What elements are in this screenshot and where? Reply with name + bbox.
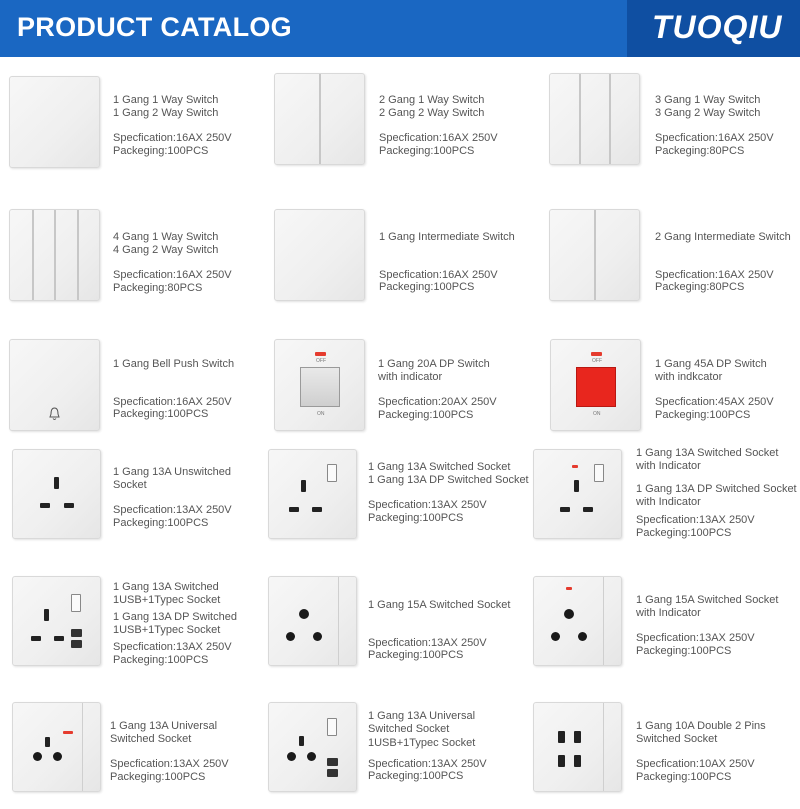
product-packing: Packeging:80PCS <box>655 281 745 293</box>
neutral-pin-hole <box>312 507 322 512</box>
product-spec: Specfication:20AX 250V <box>378 396 497 408</box>
product-packing: Packeging:100PCS <box>368 511 464 524</box>
product-image-13a-universal-socket <box>12 702 101 792</box>
product-spec: Specfication:13AX 250V <box>368 636 487 649</box>
live-pin-hole <box>289 507 299 512</box>
indicator-led <box>63 731 73 734</box>
product-image-13a-switched-usb-socket <box>12 576 101 666</box>
product-image-13a-unswitched-socket <box>12 449 101 539</box>
neutral-pin-hole <box>54 636 64 641</box>
product-packing: Packeging:100PCS <box>368 770 464 782</box>
universal-hole-right <box>53 752 62 761</box>
product-packing: Packeging:100PCS <box>113 653 209 666</box>
product-spec: Specfication:16AX 250V <box>655 268 774 281</box>
live-pin-hole <box>31 636 41 641</box>
product-spec: Specfication:10AX 250V <box>636 758 755 770</box>
on-label: ON <box>317 411 325 417</box>
rocker-divider <box>579 74 581 164</box>
product-name: 4 Gang 2 Way Switch <box>113 243 219 256</box>
product-packing: Packeging:80PCS <box>113 281 203 294</box>
product-info <box>636 447 797 539</box>
rocker-divider <box>609 74 611 164</box>
product-packing: Packeging:100PCS <box>636 770 732 783</box>
live-pin-hole <box>40 503 50 508</box>
product-spec: Specfication:16AX 250V <box>113 395 232 408</box>
product-info <box>113 581 237 666</box>
product-spec: Specfication:13AX 250V <box>636 514 755 526</box>
earth-pin-hole <box>301 480 306 492</box>
neutral-pin-hole <box>64 503 74 508</box>
product-info <box>368 461 529 524</box>
rocker-divider <box>77 210 79 300</box>
usb-c-port <box>71 640 82 648</box>
product-name: 1 Gang 45A DP Switch <box>655 358 767 370</box>
product-name: Switched Socket <box>636 732 718 745</box>
product-spec: Specfication:45AX 250V <box>655 396 774 408</box>
product-image-45a-dp-switch <box>550 339 641 431</box>
product-name: Switched Socket <box>110 732 192 745</box>
product-name: 1 Gang 13A Switched <box>113 581 219 593</box>
product-image-bell-push-switch <box>9 339 100 431</box>
on-label: ON <box>593 411 601 417</box>
product-image-2-gang-switch <box>274 73 365 165</box>
product-name: 1USB+1Typec Socket <box>113 623 221 636</box>
product-info <box>113 94 232 157</box>
product-spec: Specfication:16AX 250V <box>655 132 774 144</box>
product-packing: Packeging:100PCS <box>636 644 732 657</box>
live-pin-hole <box>286 632 295 641</box>
product-spec: Specfication:13AX 250V <box>636 632 755 644</box>
product-name: Socket <box>113 478 147 491</box>
product-name: with indkcator <box>655 370 723 383</box>
switch-strip <box>82 703 100 791</box>
earth-pin-hole <box>299 736 304 746</box>
product-image-13a-switched-socket-indicator <box>533 449 622 539</box>
product-name: 1 Gang 2 Way Switch <box>113 106 219 119</box>
product-info <box>113 358 234 421</box>
product-name: 1 Gang 1 Way Switch <box>113 94 219 106</box>
product-name: with Indicator <box>636 459 701 472</box>
product-packing: Packeging:100PCS <box>113 408 209 420</box>
product-info <box>379 231 515 294</box>
product-info <box>110 720 229 783</box>
socket-switch <box>71 594 81 612</box>
live-pin-hole <box>560 507 570 512</box>
indicator-led <box>315 352 326 356</box>
product-packing: Packeging:100PCS <box>379 144 475 157</box>
product-name: 3 Gang 2 Way Switch <box>655 106 761 119</box>
product-image-4-gang-switch <box>9 209 100 301</box>
product-name: 1USB+1Typec Socket <box>368 737 476 749</box>
product-packing: Packeging:100PCS <box>379 281 475 293</box>
off-label: OFF <box>592 358 602 364</box>
product-spec: Specfication:16AX 250V <box>113 269 232 281</box>
product-packing: Packeging:100PCS <box>110 770 206 783</box>
socket-switch <box>594 464 604 482</box>
usb-c-port <box>327 769 338 777</box>
switch-strip <box>338 577 356 665</box>
product-spec: Specfication:13AX 250V <box>113 504 232 516</box>
universal-hole-left <box>33 752 42 761</box>
product-name: 1 Gang Bell Push Switch <box>113 358 235 370</box>
product-info <box>655 358 774 421</box>
product-info <box>655 94 774 157</box>
product-info <box>636 720 766 783</box>
product-packing: Packeging:100PCS <box>113 516 209 529</box>
product-packing: Packeging:100PCS <box>113 144 209 157</box>
product-image-20a-dp-switch <box>274 339 365 431</box>
neutral-pin-hole <box>313 632 322 641</box>
product-info <box>379 94 498 157</box>
product-spec: Specfication:16AX 250V <box>379 268 498 281</box>
product-name: 1 Gang 13A Unswitched <box>113 466 232 478</box>
earth-pin-hole <box>45 737 50 747</box>
bell-icon <box>48 407 61 422</box>
socket-switch <box>327 464 337 482</box>
product-info <box>636 594 778 657</box>
product-name: 1 Gang 13A Universal <box>110 720 218 732</box>
red-rocker-button <box>576 367 616 407</box>
product-image-13a-universal-usb-socket <box>268 702 357 792</box>
pin-hole <box>574 755 581 767</box>
product-name: Switched Socket <box>368 722 450 735</box>
product-packing: Packeging:100PCS <box>636 526 732 539</box>
product-spec: Specfication:13AX 250V <box>113 641 232 653</box>
product-image-13a-switched-socket <box>268 449 357 539</box>
product-image-1-gang-switch <box>9 76 100 168</box>
product-image-3-gang-switch <box>549 73 640 165</box>
socket-switch <box>327 718 337 736</box>
switch-strip <box>603 577 621 665</box>
product-image-1-gang-intermediate-switch <box>274 209 365 301</box>
brand-logo: TUOQIU <box>652 9 783 45</box>
product-name: 1 Gang 20A DP Switch <box>378 358 490 370</box>
earth-pin-hole <box>299 609 309 619</box>
product-spec: Specfication:16AX 250V <box>113 132 232 144</box>
product-packing: Packeging:100PCS <box>655 408 751 421</box>
product-image-15a-switched-socket <box>268 576 357 666</box>
product-name: 1 Gang 15A Switched Socket <box>636 594 779 606</box>
switch-strip <box>603 703 621 791</box>
product-info <box>368 599 510 662</box>
product-name: 2 Gang 2 Way Switch <box>379 106 485 119</box>
indicator-led <box>572 465 578 468</box>
pin-hole <box>558 731 565 743</box>
product-image-2-gang-intermediate-switch <box>549 209 640 301</box>
earth-pin-hole <box>54 477 59 489</box>
rocker-divider <box>594 210 596 300</box>
rocker-divider <box>32 210 34 300</box>
universal-hole-left <box>287 752 296 761</box>
product-info <box>655 231 791 294</box>
product-name: 1 Gang 10A Double 2 Pins <box>636 720 766 732</box>
rocker-button <box>300 367 340 407</box>
rocker-divider <box>319 74 321 164</box>
product-name: 1 Gang 13A DP Switched Socket <box>636 483 797 495</box>
pin-hole <box>574 731 581 743</box>
product-info <box>368 710 487 783</box>
neutral-pin-hole <box>583 507 593 512</box>
page-title: PRODUCT CATALOG <box>17 12 292 42</box>
product-name: with indicator <box>378 370 443 383</box>
product-name: 2 Gang Intermediate Switch <box>655 231 791 243</box>
product-info <box>113 231 232 294</box>
indicator-led <box>591 352 602 356</box>
earth-pin-hole <box>564 609 574 619</box>
pin-hole <box>558 755 565 767</box>
product-name: with Indicator <box>636 606 701 619</box>
universal-hole-right <box>307 752 316 761</box>
product-name: with Indicator <box>636 495 701 508</box>
product-spec: Specfication:16AX 250V <box>379 132 498 144</box>
product-name: 1 Gang 13A Switched Socket <box>636 447 779 459</box>
usb-a-port <box>327 758 338 766</box>
live-pin-hole <box>551 632 560 641</box>
product-spec: Specfication:13AX 250V <box>368 757 487 770</box>
product-name: 2 Gang 1 Way Switch <box>379 94 485 106</box>
neutral-pin-hole <box>578 632 587 641</box>
product-image-15a-switched-socket-indicator <box>533 576 622 666</box>
product-image-10a-double-2-pin-socket <box>533 702 622 792</box>
product-packing: Packeging:100PCS <box>368 649 464 661</box>
rocker-divider <box>54 210 56 300</box>
product-name: 3 Gang 1 Way Switch <box>655 94 761 106</box>
earth-pin-hole <box>44 609 49 621</box>
product-name: 4 Gang 1 Way Switch <box>113 231 219 243</box>
product-name: 1 Gang 13A DP Switched <box>113 611 237 623</box>
usb-a-port <box>71 629 82 637</box>
product-name: 1 Gang 13A DP Switched Socket <box>368 473 529 486</box>
product-spec: Specfication:13AX 250V <box>110 758 229 770</box>
product-name: 1 Gang Intermediate Switch <box>379 231 515 243</box>
product-packing: Packeging:100PCS <box>378 408 474 421</box>
product-packing: Packeging:80PCS <box>655 144 745 157</box>
product-name: 1 Gang 13A Universal <box>368 710 476 722</box>
off-label: OFF <box>316 358 326 364</box>
product-spec: Specfication:13AX 250V <box>368 499 487 511</box>
product-info <box>113 466 232 529</box>
product-info <box>378 358 497 421</box>
earth-pin-hole <box>574 480 579 492</box>
product-name: 1 Gang 13A Switched Socket <box>368 461 511 473</box>
product-name: 1 Gang 15A Switched Socket <box>368 599 511 611</box>
product-name: 1USB+1Typec Socket <box>113 593 221 606</box>
indicator-led <box>566 587 572 590</box>
